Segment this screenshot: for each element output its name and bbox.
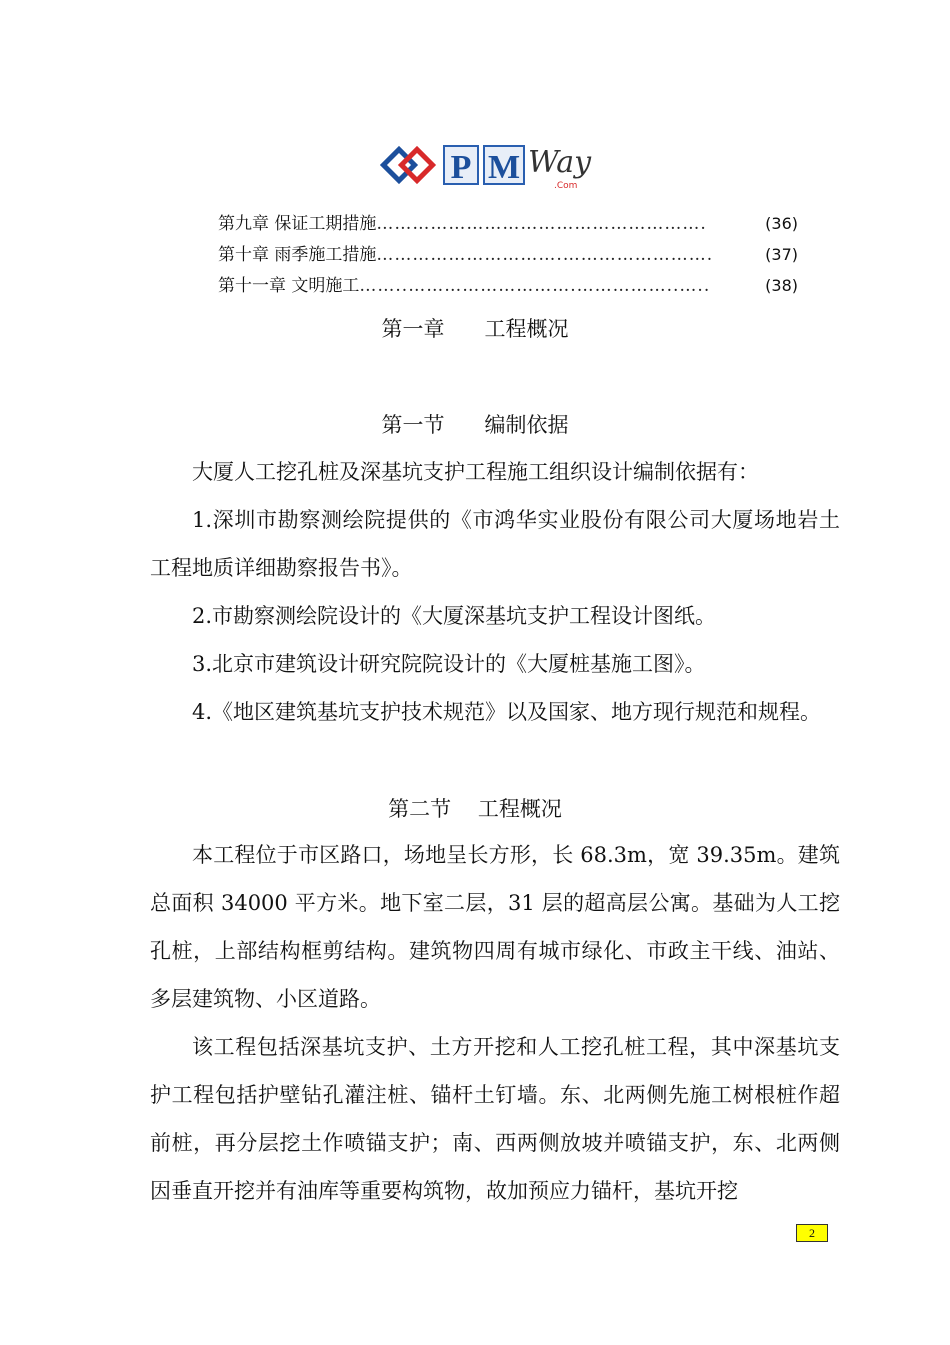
page-number: 2 — [796, 1224, 828, 1242]
logo-word-com: .Com — [554, 181, 578, 191]
toc-page: (36) — [765, 214, 798, 233]
toc-page: (38) — [765, 276, 798, 295]
section2-heading: 第二节 工程概况 — [388, 797, 562, 821]
paragraph: 1.深圳市勘察测绘院提供的《市鸿华实业股份有限公司大厦场地岩土工程地质详细勘察报告书》。 — [150, 508, 840, 580]
toc-entry[interactable] — [218, 209, 798, 234]
logo-letter-p: P — [450, 149, 472, 186]
toc-entry[interactable] — [218, 271, 798, 296]
toc-leader: ………………………….……………………. — [376, 245, 714, 265]
toc-title: 第十章 雨季施工措施 — [218, 245, 377, 265]
toc-title: 第十一章 文明施工 — [218, 276, 360, 296]
paragraph: 3.北京市建筑设计研究院院设计的《大厦桩基施工图》。 — [192, 652, 706, 676]
toc-title: 第九章 保证工期措施 — [218, 214, 377, 234]
paragraph: 大厦人工挖孔桩及深基坑支护工程施工组织设计编制依据有： — [192, 460, 759, 484]
section1-heading: 第一节 编制依据 — [381, 413, 569, 437]
logo-diamond-icon — [383, 149, 432, 180]
toc-leader: ………………………………………………. — [376, 214, 707, 234]
paragraph: 2.市勘察测绘院设计的《大厦深基坑支护工程设计图纸。 — [192, 604, 717, 628]
logo-word-way: Way — [528, 145, 592, 180]
chapter-heading: 第一章 工程概况 — [381, 317, 569, 341]
paragraph: 该工程包括深基坑支护、土方开挖和人工挖孔桩工程，其中深基坑支护工程包括护壁钻孔灌注桩、锚杆土钉墙。东、北两侧先施工树根桩作超前桩，再分层挖土作喷锚支护；南、西两侧放坡并喷锚支护，东、北两侧因垂直开挖并有油库等重要构筑物，故加预应力锚杆，基坑开挖 — [150, 1035, 840, 1203]
paragraph: 4.《地区建筑基坑支护技术规范》以及国家、地方现行规范和规程。 — [192, 700, 822, 724]
paragraph: 本工程位于市区路口，场地呈长方形，长 68.3m，宽 39.35m。建筑总面积 34000 平方米。地下室二层，31 层的超高层公寓。基础为人工挖孔桩，上部结构框剪结构。建筑物四周有城市绿化、市政主干线、油站、多层建筑物、小区道路。 — [150, 843, 840, 1011]
pmway-logo — [380, 136, 610, 196]
toc-entry[interactable] — [218, 240, 798, 265]
logo-letter-m: M — [487, 149, 521, 186]
toc-leader: ……..……………………….……………..….. — [359, 276, 711, 296]
toc-page: (37) — [765, 245, 798, 264]
